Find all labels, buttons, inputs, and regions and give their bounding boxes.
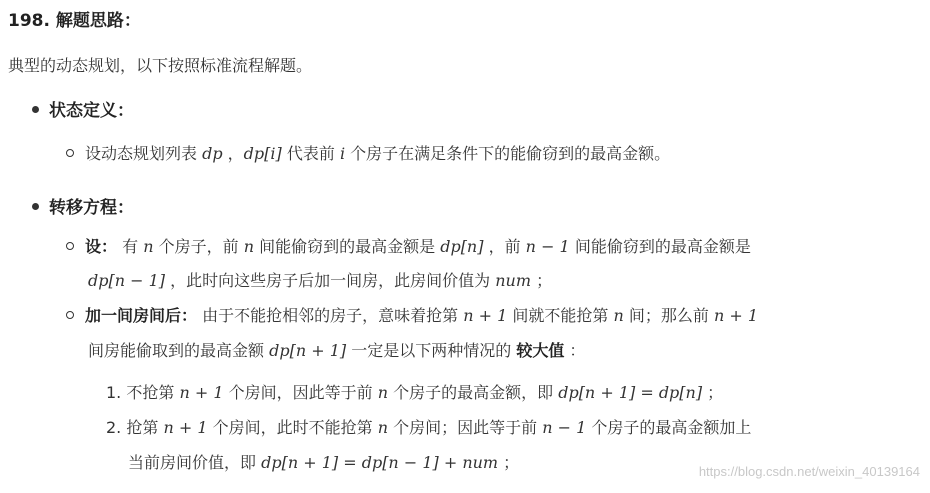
state-title-text: 状态定义： (49, 101, 134, 121)
circle-bullet-icon (66, 149, 74, 157)
page-title: 198. 解题思路： (8, 11, 141, 31)
section-transition-title (32, 193, 134, 218)
transition-item-1: 设： 有 n 个房子，前 n 间能偷窃到的最高金额是 dp[n] ，前 n − 1 间能偷窃到的最高金额是 (66, 234, 751, 257)
state-item-1: 设动态规划列表 dp ，dp[i] 代表前 i 个房子在满足条件下的能偷窃到的最高金额。 (66, 141, 670, 164)
transition-title-text: 转移方程： (49, 198, 134, 218)
watermark: https://blog.csdn.net/weixin_40139164 (698, 464, 920, 479)
sub-item-2: 2. 抢第 n + 1 个房间，此时不能抢第 n 个房间；因此等于前 n − 1 个房子的最高金额加上 (106, 418, 752, 437)
intro-text: 典型的动态规划，以下按照标准流程解题。 (8, 56, 313, 75)
list-number: 1. (106, 383, 122, 402)
list-number: 2. (106, 418, 122, 437)
transition-item-1-cont: dp[n − 1] ，此时向这些房子后加一间房，此房间价值为 num ； (88, 271, 553, 290)
transition-item-2: 加一间房间后： 由于不能抢相邻的房子，意味着抢第 n + 1 间就不能抢第 n 间；那么前 n + 1 (66, 303, 758, 326)
transition-item-2-cont: 间房能偷取到的最高金额 dp[n + 1] 一定是以下两种情况的 较大值 ： (88, 341, 586, 360)
section-state-title (32, 96, 134, 121)
circle-bullet-icon (66, 242, 74, 250)
bullet-icon (32, 106, 39, 113)
bullet-icon (32, 203, 39, 210)
sub-item-1: 1. 不抢第 n + 1 个房间，因此等于前 n 个房子的最高金额，即 dp[n + 1] = dp[n] ； (106, 383, 724, 402)
circle-bullet-icon (66, 311, 74, 319)
sub-item-2-cont: 当前房间价值，即 dp[n + 1] = dp[n − 1] + num ； (128, 453, 520, 472)
